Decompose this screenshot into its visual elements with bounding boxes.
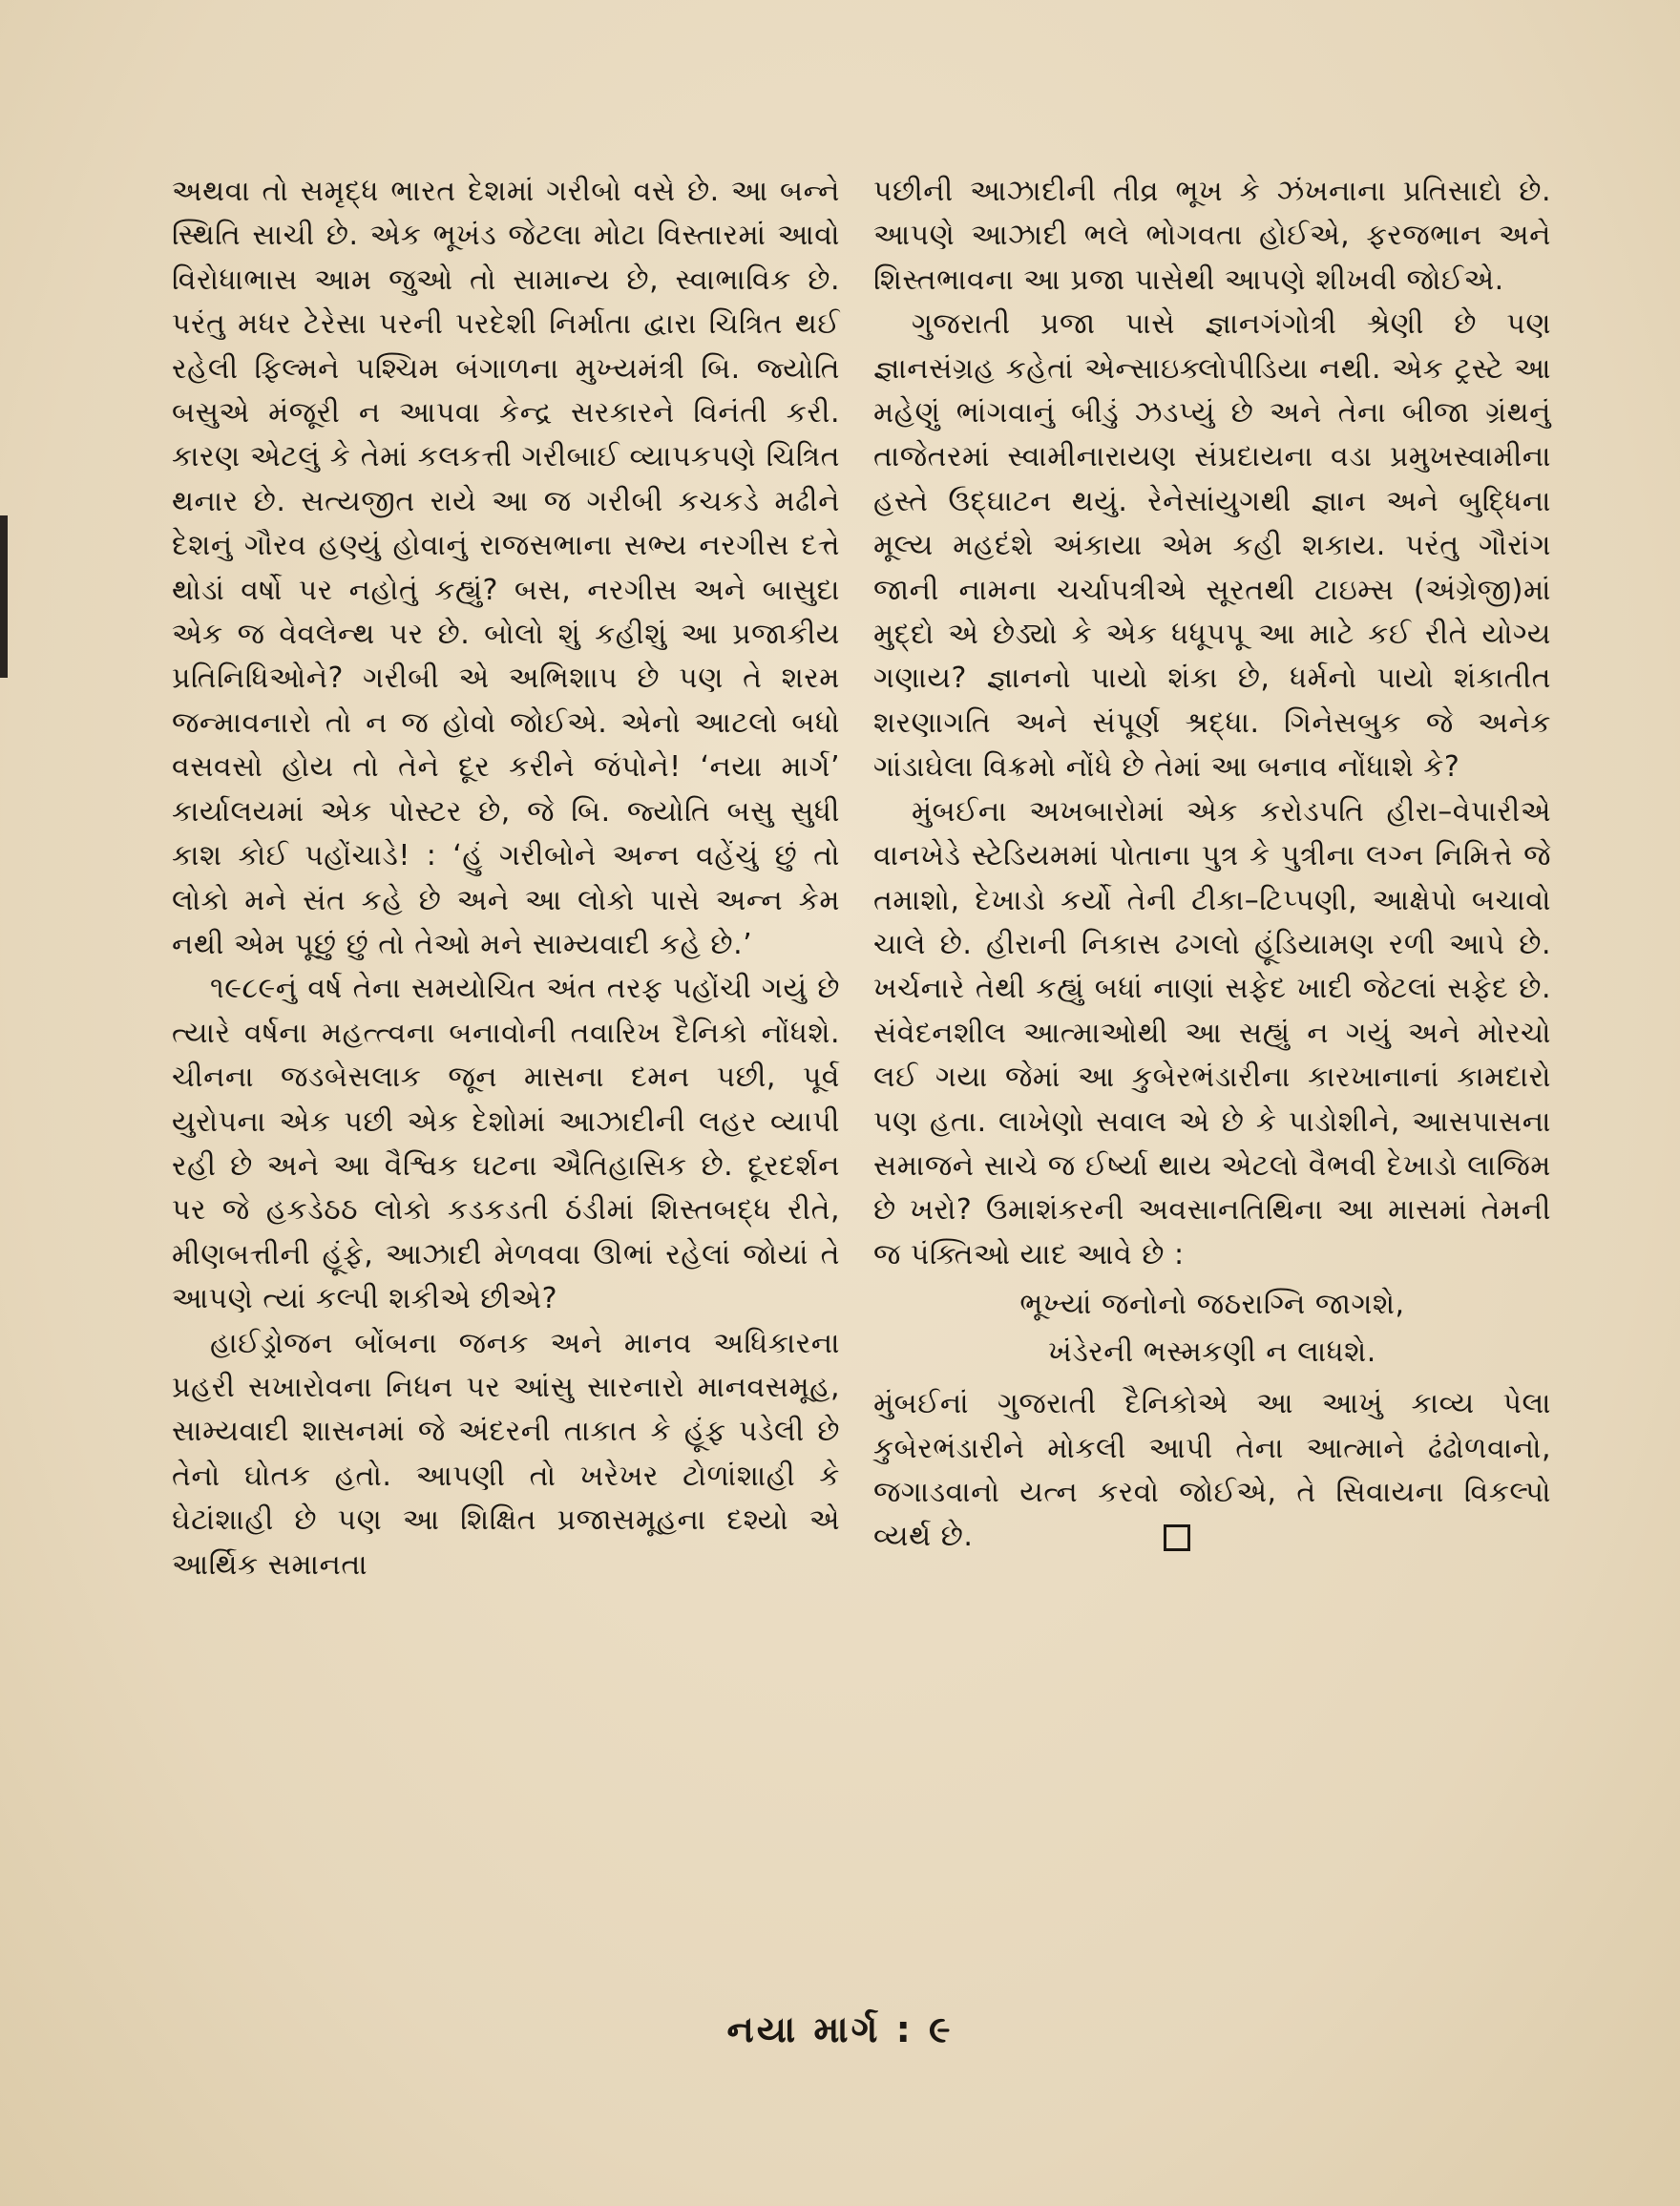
left-column [172, 170, 840, 1587]
left-paragraph-1: અથવા તો સમૃદ્ધ ભારત દેશમાં ગરીબો વસે છે. આ બન્ને સ્થિતિ સાચી છે. એક ભૂખંડ જેટલા મોટા વિસ્તારમાં આવો વિરોધાભાસ આમ જુઓ તો સામાન્ય છે, સ્વાભાવિક છે. પરંતુ મધર ટેરેસા પરની પરદેશી નિર્માતા દ્વારા ચિત્રિત થઈ રહેલી ફિલ્મને પશ્ચિમ બંગાળના મુખ્યમંત્રી બિ. જ્યોતિ બસુએ મંજૂરી ન આપવા કેન્દ્ર સરકારને વિનંતી કરી. કારણ એટલું કે તેમાં કલકત્તી ગરીબાઈ વ્યાપકપણે ચિત્રિત થનાર છે. સત્યજીત રાયે આ જ ગરીબી કચકડે મઢીને દેશનું ગૌરવ હણ્યું હોવાનું રાજસભાના સભ્ય નરગીસ દત્તે થોડાં વર્ષો પર નહોતું કહ્યું? બસ, નરગીસ અને બાસુદા એક જ વેવલેન્થ પર છે. બોલો શું કહીશું આ પ્રજાકીય પ્રતિનિધિઓને? ગરીબી એ અભિશાપ છે પણ તે શરમ જન્માવનારો તો ન જ હોવો જોઈએ. એનો આટલો બધો વસવસો હોય તો તેને દૂર કરીને જંપોને! ‘નયા માર્ગ’ કાર્યાલયમાં એક પોસ્ટર છે, જે બિ. જ્યોતિ બસુ સુધી કાશ કોઈ પહોંચાડે! : ‘હું ગરીબોને અન્ન વહેંચું છું તો લોકો મને સંત કહે છે અને આ લોકો પાસે અન્ન કેમ નથી એમ પૂછું છું તો તેઓ મને સામ્યવાદી કહે છે.’ [172, 175, 840, 961]
right-paragraph-1: પછીની આઝાદીની તીવ્ર ભૂખ કે ઝંખનાના પ્રતિસાદો છે. આપણે આઝાદી ભલે ભોગવતા હોઈએ, ફરજભાન અને શિસ્તભાવના આ પ્રજા પાસેથી આપણે શીખવી જોઈએ. [873, 175, 1551, 297]
right-column [873, 170, 1551, 1560]
end-mark-icon [1164, 1524, 1190, 1551]
poem-line-1: ભૂખ્યાં જનોનો જઠરાગ્નિ જાગશે, [1019, 1288, 1405, 1322]
binding-mark [0, 515, 8, 678]
right-paragraph-2: ગુજરાતી પ્રજા પાસે જ્ઞાનગંગોત્રી શ્રેણી છે પણ જ્ઞાનસંગ્રહ કહેતાં એન્સાઇક્લોપીડિયા નથી. એક ટ્રસ્ટે આ મહેણું ભાંગવાનું બીડું ઝડપ્યું છે અને તેના બીજા ગ્રંથનું તાજેતરમાં સ્વામીનારાયણ સંપ્રદાયના વડા પ્રમુખસ્વામીના હસ્તે ઉદ્ઘાટન થયું. રેનેસાંયુગથી જ્ઞાન અને બુદ્ધિના મૂલ્ય મહદંશે અંકાયા એમ કહી શકાય. પરંતુ ગૌરાંગ જાની નામના ચર્ચાપત્રીએ સૂરતથી ટાઇમ્સ (અંગ્રેજી)માં મુદ્દો એ છેડ્યો કે એક ધધૂપપૂ આ માટે કઈ રીતે યોગ્ય ગણાય? જ્ઞાનનો પાયો શંકા છે, ધર્મનો પાયો શંકાતીત શરણાગતિ અને સંપૂર્ણ શ્રદ્ધા. ગિનેસબુક જે અનેક ગાંડાઘેલા વિક્રમો નોંધે છે તેમાં આ બનાવ નોંધાશે કે? [873, 307, 1551, 785]
poem-line-2: ખંડેરની ભસ્મકણી ન લાધશે. [1048, 1335, 1376, 1370]
right-paragraph-3: મુંબઈના અખબારોમાં એક કરોડપતિ હીરા–વેપારીએ વાનખેડે સ્ટેડિયમમાં પોતાના પુત્ર કે પુત્રીના લગ્ન નિમિત્તે જે તમાશો, દેખાડો કર્યો તેની ટીકા–ટિપ્પણી, આક્ષેપો બચાવો ચાલે છે. હીરાની નિકાસ ઢગલો હૂંડિયામણ રળી આપે છે. ખર્ચનારે તેથી કહ્યું બધાં નાણાં સફેદ ખાદી જેટલાં સફેદ છે. સંવેદનશીલ આત્માઓથી આ સહ્યું ન ગયું અને મોરચો લઈ ગયા જેમાં આ કુબેરભંડારીના કારખાનાનાં કામદારો પણ હતા. લાખેણો સવાલ એ છે કે પાડોશીને, આસપાસના સમાજને સાચે જ ઈર્ષ્યા થાય એટલો વૈભવી દેખાડો લાજિમ છે ખરો? ઉમાશંકરની અવસાનતિથિના આ માસમાં તેમની જ પંક્તિઓ યાદ આવે છે : [873, 794, 1551, 1271]
left-paragraph-3: હાઈડ્રોજન બોંબના જનક અને માનવ અધિકારના પ્રહરી સખારોવના નિધન પર આંસુ સારનારો માનવસમૂહ, સામ્યવાદી શાસનમાં જે અંદરની તાકાત કે હૂંફ પડેલી છે તેનો ઘોતક હતો. આપણી તો ખરેખર ટોળાંશાહી કે ઘેટાંશાહી છે પણ આ શિક્ષિત પ્રજાસમૂહના દશ્યો એ આર્થિક સમાનતા [172, 1326, 840, 1582]
page-footer: નયા માર્ગ : ૯ [726, 2008, 954, 2050]
right-paragraph-4 [873, 1382, 1551, 1560]
poem-quote [873, 1281, 1551, 1376]
left-paragraph-2: ૧૯૮૯નું વર્ષ તેના સમયોચિત અંત તરફ પહોંચી ગયું છે ત્યારે વર્ષના મહત્ત્વના બનાવોની તવારિખ દૈનિકો નોંધશે. ચીનના જડબેસલાક જૂન માસના દમન પછી, પૂર્વ યુરોપના એક પછી એક દેશોમાં આઝાદીની લહર વ્યાપી રહી છે અને આ વૈશ્વિક ઘટના ઐતિહાસિક છે. દૂરદર્શન પર જે હકડેઠઠ લોકો કડકડતી ઠંડીમાં શિસ્તબદ્ધ રીતે, મીણબત્તીની હૂંફે, આઝાદી મેળવવા ઊભાં રહેલાં જોયાં તે આપણે ત્યાં કલ્પી શકીએ છીએ? [172, 972, 840, 1316]
right-paragraph-4-text: મુંબઈનાં ગુજરાતી દૈનિકોએ આ આખું કાવ્ય પેલા કુબેરભંડારીને મોકલી આપી તેના આત્માને ઢંઢોળવાનો, જગાડવાનો યત્ન કરવો જોઈએ, તે સિવાયના વિકલ્પો વ્યર્થ છે. [873, 1387, 1551, 1554]
